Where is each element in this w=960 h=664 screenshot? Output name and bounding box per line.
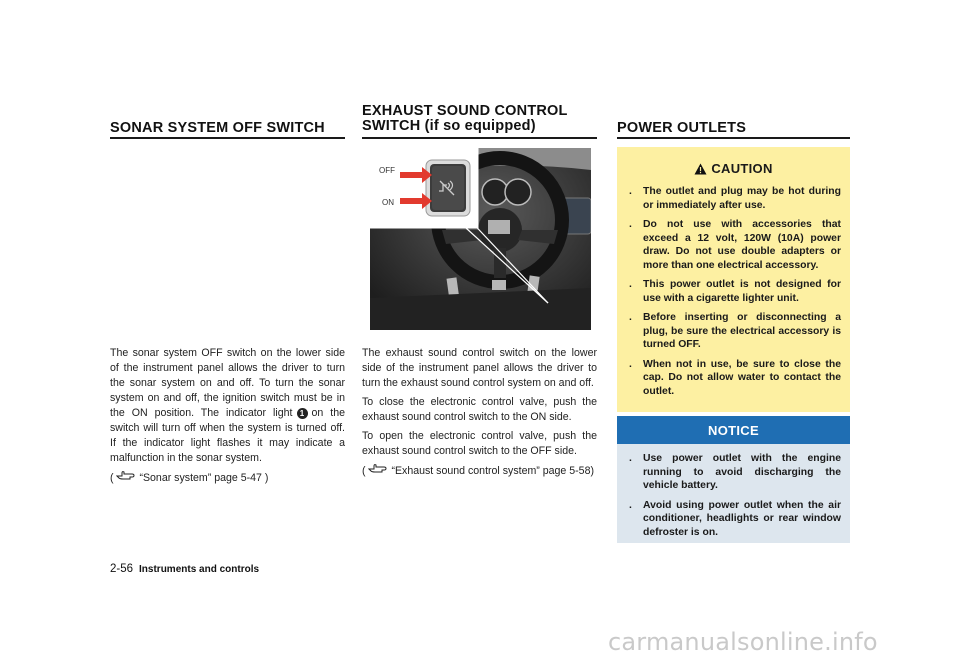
exhaust-sound-off-icon [437, 179, 457, 202]
caution-box [617, 147, 850, 412]
exhaust-switch-figure [370, 148, 591, 330]
exhaust-title-line1: EXHAUST SOUND CONTROL [362, 103, 568, 119]
sonar-section-title: SONAR SYSTEM OFF SWITCH [110, 120, 325, 136]
dashboard-photo [370, 148, 591, 330]
sonar-ref-open: ( [110, 471, 114, 484]
list-item: . Avoid using power outlet when the air conditioner, headlights or rear window defroster is on. [629, 499, 841, 538]
caution-header [617, 161, 850, 178]
sonar-body-text-b: on the switch will turn off when the system is turned off. If the indicator light flashes it may indicate a malfunction in the sonar system. [110, 407, 345, 464]
page-footer [110, 563, 259, 575]
exhaust-section-title [362, 104, 568, 134]
sonar-body [110, 346, 345, 490]
notice-list [627, 452, 841, 545]
list-item: . This power outlet is not designed for use with a cigarette lighter unit. [629, 279, 841, 304]
exhaust-para-2: To close the electronic control valve, push the exhaust sound control switch to the ON side. [362, 396, 597, 423]
switch-off-label: OFF [379, 166, 395, 175]
pointing-hand-icon [116, 470, 136, 486]
sonar-body-text-a: The sonar system OFF switch on the lower side of the instrument panel allows the driver to turn the sonar system on and off. To turn the sonar system on and off, the ignition switch must be in the ON position. The indicator light [110, 347, 345, 419]
list-item: . Before inserting or disconnecting a plug, be sure the electrical accessory is turned OFF. [629, 312, 841, 350]
power-outlets-title: POWER OUTLETS [617, 120, 747, 136]
footer-section: Instruments and controls [139, 564, 260, 575]
list-item: . When not in use, be sure to close the cap. Do not allow water to contact the outlet. [629, 358, 841, 397]
list-item: . Use power outlet with the engine running to avoid discharging the vehicle battery. [629, 453, 841, 491]
notice-box [617, 416, 850, 543]
watermark: carmanualsonline.info [608, 628, 878, 656]
exhaust-title-rule [362, 137, 597, 139]
sonar-ref-link[interactable]: “Sonar system” page 5-47 ) [139, 471, 269, 484]
power-outlets-title-rule [617, 137, 850, 139]
list-item: . The outlet and plug may be hot during or immediately after use. [629, 186, 841, 211]
pointing-hand-icon [368, 463, 388, 479]
exhaust-ref-open: ( [362, 464, 366, 477]
exhaust-body [362, 346, 597, 483]
exhaust-para-3: To open the electronic control valve, push the exhaust sound control switch to the OFF side. [362, 430, 597, 457]
exhaust-ref-link[interactable]: “Exhaust sound control system” page 5-58) [391, 464, 594, 477]
caution-label: CAUTION [711, 161, 773, 176]
sonar-title-rule [110, 137, 345, 139]
page-number: 2-56 [110, 563, 134, 575]
notice-header: NOTICE [617, 416, 850, 444]
caution-list [627, 185, 841, 404]
list-item: . Do not use with accessories that exceed a 12 volt, 120W (10A) power draw. Do not use double adapters or more than one electrical accessory. [629, 219, 841, 271]
exhaust-title-line2: SWITCH (if so equipped) [362, 118, 536, 134]
exhaust-para-1: The exhaust sound control switch on the lower side of the instrument panel allows the driver to turn the exhaust sound control system on and off. [362, 347, 597, 389]
indicator-marker-1: 1 [297, 408, 308, 419]
switch-on-label: ON [382, 198, 394, 207]
warning-triangle-icon [694, 163, 707, 178]
